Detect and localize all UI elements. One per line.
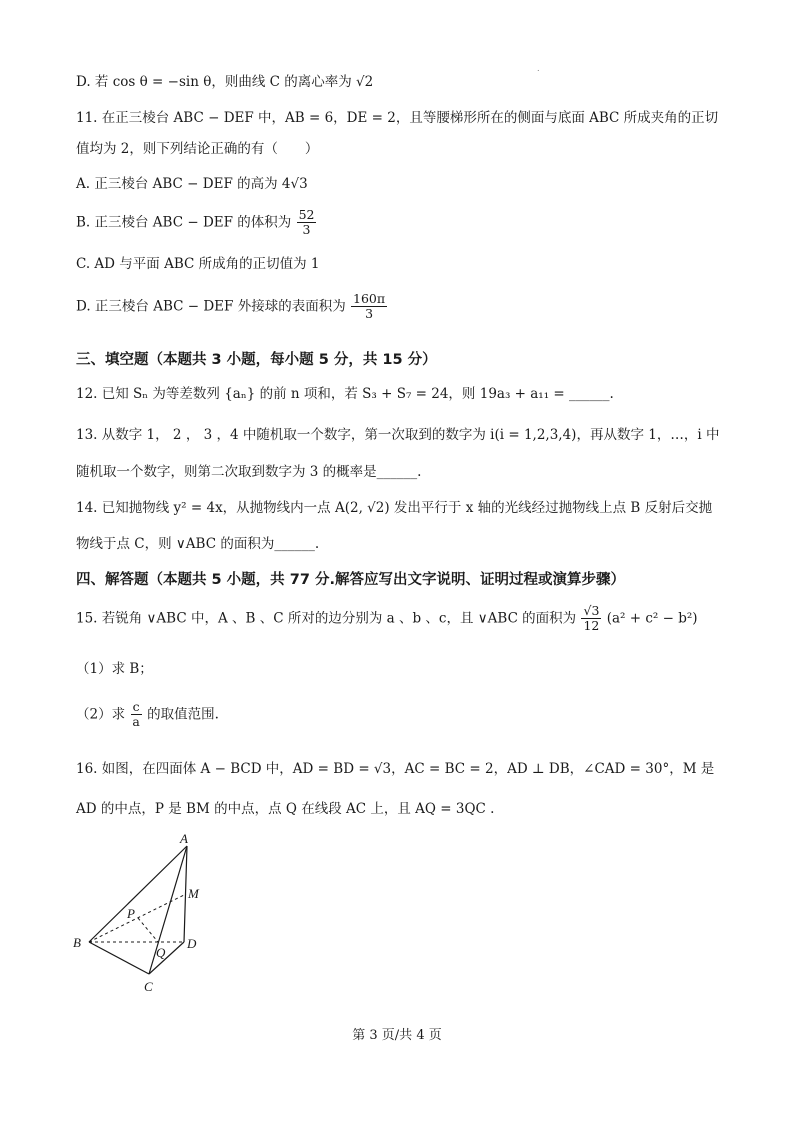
- fraction-numerator: 160π: [353, 291, 386, 306]
- point-label-m: M: [188, 886, 199, 901]
- page-footer: 第 3 页/共 4 页: [352, 1028, 442, 1043]
- fraction-denominator: a: [132, 714, 140, 730]
- edge-bc: [89, 942, 149, 974]
- q15-part2-post: 的取值范围.: [147, 706, 219, 723]
- q11-option-b-fraction: [297, 208, 317, 238]
- q11-option-d-fraction: [351, 292, 387, 322]
- fraction-denominator: 3: [365, 306, 374, 322]
- q15-part2-fraction: [130, 700, 141, 730]
- q15-part2: [76, 700, 219, 730]
- q16-line2: AD 的中点，P 是 BM 的中点，点 Q 在线段 AC 上，且 AQ = 3QC .: [76, 801, 495, 817]
- fraction-denominator: 12: [583, 618, 600, 634]
- q11-option-d: [76, 292, 388, 322]
- q13-line2: 随机取一个数字，则第二次取到数字为 3 的概率是______.: [76, 464, 422, 480]
- fraction-numerator: c: [132, 699, 140, 714]
- vertex-label-c: C: [144, 979, 153, 994]
- q15-area-fraction: [581, 604, 601, 634]
- fraction-denominator: 3: [302, 222, 311, 238]
- point-label-p: P: [127, 906, 135, 921]
- q11-option-b: [76, 208, 317, 238]
- q15-stem: [76, 604, 698, 634]
- q15-part2-pre: （2）求: [76, 706, 126, 723]
- segment-bm: [89, 894, 186, 942]
- q11-stem-line2: 值均为 2，则下列结论正确的有（ ）: [76, 141, 319, 157]
- q15-part1: （1）求 B；: [76, 661, 153, 677]
- q10-option-d: D. 若 cos θ = −sin θ，则曲线 C 的离心率为 √2: [76, 74, 374, 90]
- tetrahedron-figure: [60, 828, 220, 996]
- fraction-numerator: 52: [298, 207, 315, 222]
- q11-stem-line1: 11. 在正三棱台 ABC − DEF 中，AB = 6，DE = 2，且等腰梯形所在的侧面与底面 ABC 所成夹角的正切: [76, 110, 719, 126]
- q11-option-d-text: D. 正三棱台 ABC − DEF 外接球的表面积为: [76, 298, 346, 315]
- q15-stem-text: 15. 若锐角 ∨ABC 中，A 、B 、C 所对的边分别为 a 、b 、c，且 ∨ABC 的面积为: [76, 610, 577, 627]
- q12: 12. 已知 Sₙ 为等差数列 {aₙ} 的前 n 项和，若 S₃ + S₇ = 24，则 19a₃ + a₁₁ = ______.: [76, 386, 614, 402]
- section-4-title: 四、解答题（本题共 5 小题，共 77 分.解答应写出文字说明、证明过程或演算步骤）: [76, 572, 625, 588]
- vertex-label-a: A: [180, 831, 188, 846]
- q15-stem-tail: (a² + c² − b²): [606, 610, 698, 627]
- q14-line1: 14. 已知抛物线 y² = 4x，从抛物线内一点 A(2, √2) 发出平行于 x 轴的光线经过抛物线上点 B 反射后交抛: [76, 500, 713, 516]
- edge-ad: [184, 846, 187, 942]
- q16-line1: 16. 如图，在四面体 A − BCD 中，AD = BD = √3，AC = BC = 2，AD ⊥ DB，∠CAD = 30°，M 是: [76, 761, 715, 777]
- vertex-label-d: D: [187, 936, 197, 951]
- q11-option-a: A. 正三棱台 ABC − DEF 的高为 4√3: [76, 176, 308, 192]
- fraction-numerator: √3: [583, 603, 600, 618]
- q13-line1: 13. 从数字 1， 2 ， 3 ，4 中随机取一个数字，第一次取到的数字为 i(i = 1,2,3,4)，再从数字 1，…，i 中: [76, 427, 720, 443]
- vertex-label-b: B: [73, 935, 81, 950]
- q11-option-b-text: B. 正三棱台 ABC − DEF 的体积为: [76, 214, 292, 231]
- corner-mark: .: [537, 64, 540, 73]
- q14-line2: 物线于点 C，则 ∨ABC 的面积为______.: [76, 536, 320, 552]
- section-3-title: 三、填空题（本题共 3 小题，每小题 5 分，共 15 分）: [76, 352, 437, 368]
- q11-option-c: C. AD 与平面 ABC 所成角的正切值为 1: [76, 256, 320, 272]
- segment-pq: [138, 918, 158, 942]
- point-label-q: Q: [156, 945, 166, 960]
